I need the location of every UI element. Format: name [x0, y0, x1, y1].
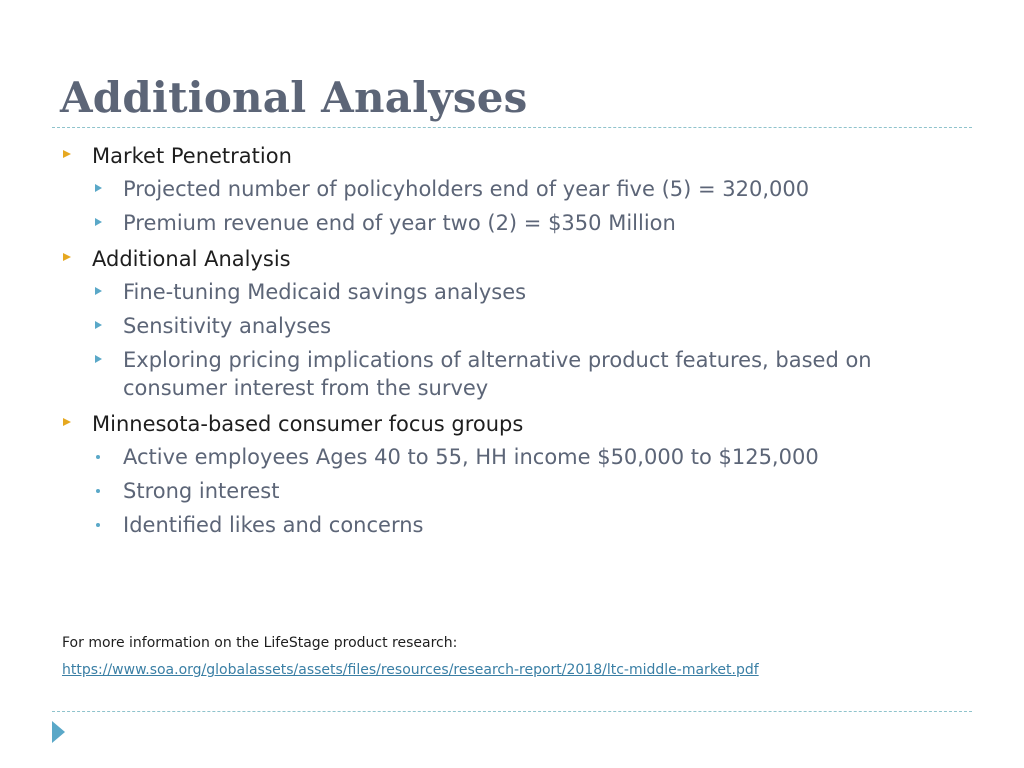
triangle-bullet-icon — [95, 287, 102, 295]
dot-bullet-icon — [96, 523, 100, 527]
section-heading-text: Additional Analysis — [92, 247, 291, 271]
section-heading-market-penetration — [60, 140, 960, 172]
list-item-text: Projected number of policyholders end of year five (5) = 320,000 — [123, 177, 810, 201]
list-item — [60, 443, 960, 471]
section-heading-additional-analysis — [60, 243, 960, 275]
list-item — [60, 175, 960, 203]
list-item-text: Sensitivity analyses — [123, 314, 332, 338]
dot-bullet-icon — [96, 455, 100, 459]
play-arrow-icon[interactable] — [52, 721, 65, 743]
triangle-bullet-icon — [95, 218, 102, 226]
triangle-bullet-icon — [63, 150, 71, 158]
list-item-text: Strong interest — [123, 479, 280, 503]
footer-note: For more information on the LifeStage product research: — [62, 635, 458, 651]
triangle-bullet-icon — [63, 253, 71, 261]
section-heading-focus-groups — [60, 408, 960, 440]
list-item — [60, 346, 960, 402]
list-item-text: Fine-tuning Medicaid savings analyses — [123, 280, 527, 304]
footer-divider — [52, 711, 972, 712]
research-report-link[interactable]: https://www.soa.org/globalassets/assets/files/resources/research-report/2018/ltc-middle-market.pdf — [62, 662, 759, 678]
dot-bullet-icon — [96, 489, 100, 493]
list-item — [60, 511, 960, 539]
list-item-text: Identified likes and concerns — [123, 513, 424, 537]
bullet-list — [60, 140, 960, 545]
list-item — [60, 209, 960, 237]
triangle-bullet-icon — [63, 418, 71, 426]
list-item — [60, 278, 960, 306]
list-item-text: Premium revenue end of year two (2) = $350 Million — [123, 211, 676, 235]
section-heading-text: Market Penetration — [92, 144, 292, 168]
list-item-text: Exploring pricing implications of alternative product features, based on consumer interest from the survey — [123, 348, 872, 400]
triangle-bullet-icon — [95, 184, 102, 192]
section-heading-text: Minnesota-based consumer focus groups — [92, 412, 524, 436]
triangle-bullet-icon — [95, 355, 102, 363]
title-divider — [52, 127, 972, 128]
list-item — [60, 312, 960, 340]
list-item-text: Active employees Ages 40 to 55, HH income $50,000 to $125,000 — [123, 445, 819, 469]
triangle-bullet-icon — [95, 321, 102, 329]
list-item — [60, 477, 960, 505]
slide-title: Additional Analyses — [60, 73, 528, 122]
